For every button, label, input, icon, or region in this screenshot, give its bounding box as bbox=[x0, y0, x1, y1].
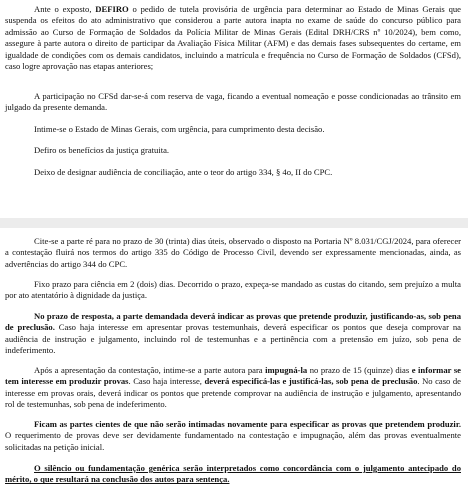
impugn-word: impugná-la bbox=[265, 365, 308, 375]
evidence-defendant-text: Caso haja interesse em apresentar provas testemunhais, deverá especificar os pontos que deseja comprovar na audiência de instrução e julgamento, incluindo rol de testemunhas e a pertinência com a pretensão em juízo, sob pena de indeferimento. bbox=[5, 322, 461, 356]
plaintiff-reply-paragraph: Após a apresentação da contestação, intime-se a parte autora para impugná-la no prazo de 15 (quinze) dias e informar se tem interesse em produzir provas. Caso haja interesse, deverá especificá-las e justificá-las, sob pena de preclusão. No caso de interesse em provas orais, deverá indicar os pontos que pretende comprovar na audiência de instrução e julgamento, apresentando rol de testemunhas, sob pena de indeferimento. bbox=[5, 365, 461, 410]
inform-interest-bold: e informar se tem interesse em produzir provas bbox=[5, 365, 461, 387]
decision-paragraph bbox=[5, 4, 461, 72]
free-justice-paragraph: Defiro os benefícios da justiça gratuita. bbox=[34, 145, 170, 155]
silence-paragraph bbox=[5, 463, 461, 486]
citation-paragraph: Cite-se a parte ré para no prazo de 30 (trinta) dias úteis, observado o disposto na Portaria Nº 8.031/CGJ/2024, para oferecer a contestação fluirá nos termos do artigo 335 do Código de Processo Civil, devendo ser expressamente mencionadas, ainda, as advertências do artigo 344 do CPC. bbox=[5, 236, 461, 269]
evidence-defendant-paragraph bbox=[5, 311, 461, 357]
silence-bold-underlined: O silêncio ou fundamentação genérica serão interpretados como concordância com o julgamento antecipado do mérito, o que resultará na conclusão dos autos para sentença. bbox=[5, 463, 461, 485]
parties-notice-paragraph bbox=[5, 419, 461, 453]
reservation-paragraph: A participação no CFSd dar-se-á com reserva de vaga, ficando a eventual nomeação e posse condicionadas ao trânsito em julgado da presente demanda. bbox=[5, 91, 461, 113]
page-separator bbox=[0, 218, 468, 228]
decision-intro: Ante o exposto, bbox=[34, 4, 96, 14]
evidence-defendant-bold: No prazo de resposta, a parte demandada deverá indicar as provas que pretende produzir, justificando-as, sob pena de preclusão. bbox=[5, 311, 461, 333]
conciliation-paragraph: Deixo de designar audiência de conciliação, ante o teor do artigo 334, § 4o, II do CPC. bbox=[34, 167, 333, 177]
deferment-word: DEFIRO bbox=[95, 4, 129, 14]
summons-state-paragraph: Intime-se o Estado de Minas Gerais, com urgência, para cumprimento desta decisão. bbox=[34, 124, 325, 134]
specify-justify-bold: deverá especificá-las e justificá-las, sob pena de preclusão bbox=[204, 376, 418, 387]
parties-notice-text: O requerimento de provas deve ser devidamente fundamentado na contestação e impugnação, além das provas eventualmente solicitadas na petição inicial. bbox=[5, 430, 461, 452]
parties-notice-bold: Ficam as partes cientes de que não serão intimadas novamente para especificar as provas que pretendem produzir. bbox=[34, 419, 461, 429]
decision-text: o pedido de tutela provisória de urgência para determinar ao Estado de Minas Gerais que suspenda os efeitos do ato administrativo que considerou a parte autora inapta no exame de saúde do concurso público para admissão ao Curso de Formação de Soldados da Polícia Militar de Minas Gerais (Edital DRH/CRS nº 10/2024), bem como, assegure à parte autora o direito de participar da Avaliação Física Militar (AFM) e das demais fases subsequentes do certame, em igualdade de condições com os demais candidatos, incluindo a matrícula e frequência no Curso de Formação de Soldados (CFSd), caso logre aprovação nas etapas anteriores; bbox=[5, 4, 461, 72]
deadline-paragraph: Fixo prazo para ciência em 2 (dois) dias. Decorrido o prazo, expeça-se mandado as custas do citando, sem prejuízo a multa por ato atentatório à dignidade da justiça. bbox=[5, 279, 461, 301]
